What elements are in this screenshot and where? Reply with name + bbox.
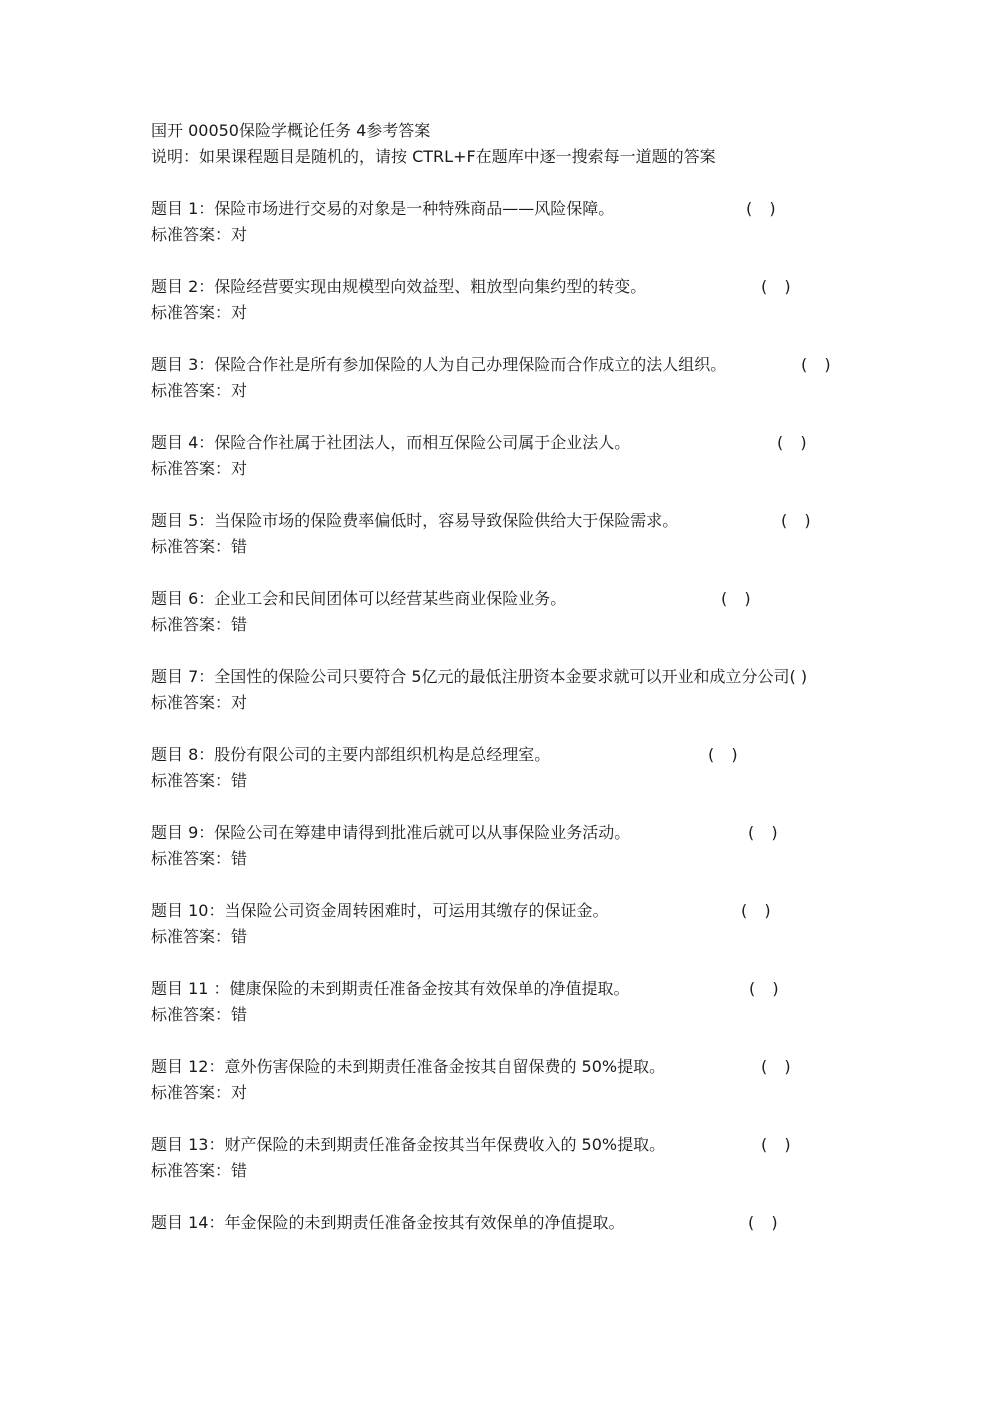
question-text: 题目 2：保险经营要实现由规模型向效益型、粗放型向集约型的转变。 ( )	[151, 274, 851, 300]
question-14	[151, 1210, 851, 1236]
standard-answer: 标准答案：错	[151, 927, 248, 946]
answer-parentheses: ( )	[748, 1213, 784, 1232]
question-7	[151, 664, 851, 716]
answer-parentheses: ( )	[749, 979, 785, 998]
question-text: 题目 12：意外伤害保险的未到期责任准备金按其自留保费的 50%提取。 ( )	[151, 1054, 851, 1080]
question-1	[151, 196, 851, 248]
question-text: 题目 7：全国性的保险公司只要符合 5亿元的最低注册资本金要求就可以开业和成立分公司( )	[151, 667, 808, 686]
answer-parentheses: ( )	[746, 199, 782, 218]
standard-answer: 标准答案：对	[151, 225, 248, 244]
question-text: 题目 13：财产保险的未到期责任准备金按其当年保费收入的 50%提取。 ( )	[151, 1132, 851, 1158]
standard-answer: 标准答案：对	[151, 693, 248, 712]
question-text: 题目 10：当保险公司资金周转困难时，可运用其缴存的保证金。 ( )	[151, 898, 851, 924]
question-9	[151, 820, 851, 872]
question-text: 题目 11 ：健康保险的未到期责任准备金按其有效保单的净值提取。 ( )	[151, 976, 851, 1002]
question-4	[151, 430, 851, 482]
standard-answer: 标准答案：对	[151, 381, 248, 400]
question-text: 题目 3：保险合作社是所有参加保险的人为自己办理保险而合作成立的法人组织。 ( )	[151, 352, 851, 378]
question-5	[151, 508, 851, 560]
question-2	[151, 274, 851, 326]
question-3	[151, 352, 851, 404]
answer-parentheses: ( )	[761, 1057, 797, 1076]
standard-answer: 标准答案：错	[151, 537, 248, 556]
answer-parentheses: ( )	[748, 823, 784, 842]
question-text: 题目 9：保险公司在筹建申请得到批准后就可以从事保险业务活动。 ( )	[151, 820, 851, 846]
question-8	[151, 742, 851, 794]
question-11	[151, 976, 851, 1028]
standard-answer: 标准答案：错	[151, 1161, 248, 1180]
standard-answer: 标准答案：错	[151, 1005, 248, 1024]
answer-parentheses: ( )	[777, 433, 813, 452]
question-text: 题目 8：股份有限公司的主要内部组织机构是总经理室。 ( )	[151, 742, 851, 768]
question-text: 题目 14：年金保险的未到期责任准备金按其有效保单的净值提取。 ( )	[151, 1210, 851, 1236]
answer-parentheses: ( )	[761, 1135, 797, 1154]
question-text: 题目 4：保险合作社属于社团法人，而相互保险公司属于企业法人。 ( )	[151, 430, 851, 456]
document-page	[151, 118, 851, 1262]
standard-answer: 标准答案：对	[151, 303, 248, 322]
standard-answer: 标准答案：对	[151, 1083, 248, 1102]
question-12	[151, 1054, 851, 1106]
answer-parentheses: ( )	[741, 901, 777, 920]
question-text: 题目 6：企业工会和民间团体可以经营某些商业保险业务。 ( )	[151, 586, 851, 612]
question-text: 题目 1：保险市场进行交易的对象是一种特殊商品——风险保障。 ( )	[151, 196, 851, 222]
standard-answer: 标准答案：错	[151, 615, 248, 634]
answer-parentheses: ( )	[781, 511, 817, 530]
standard-answer: 标准答案：错	[151, 771, 248, 790]
spacer	[151, 170, 851, 196]
answer-parentheses: ( )	[761, 277, 797, 296]
standard-answer: 标准答案：错	[151, 849, 248, 868]
document-title: 国开 00050保险学概论任务 4参考答案	[151, 121, 431, 140]
question-10	[151, 898, 851, 950]
answer-parentheses: ( )	[801, 355, 837, 374]
question-13	[151, 1132, 851, 1184]
question-6	[151, 586, 851, 638]
standard-answer: 标准答案：对	[151, 459, 248, 478]
answer-parentheses: ( )	[708, 745, 744, 764]
document-note: 说明：如果课程题目是随机的，请按 CTRL+F在题库中逐一搜索每一道题的答案	[151, 147, 716, 166]
answer-parentheses: ( )	[721, 589, 757, 608]
question-text: 题目 5：当保险市场的保险费率偏低时，容易导致保险供给大于保险需求。 ( )	[151, 508, 851, 534]
